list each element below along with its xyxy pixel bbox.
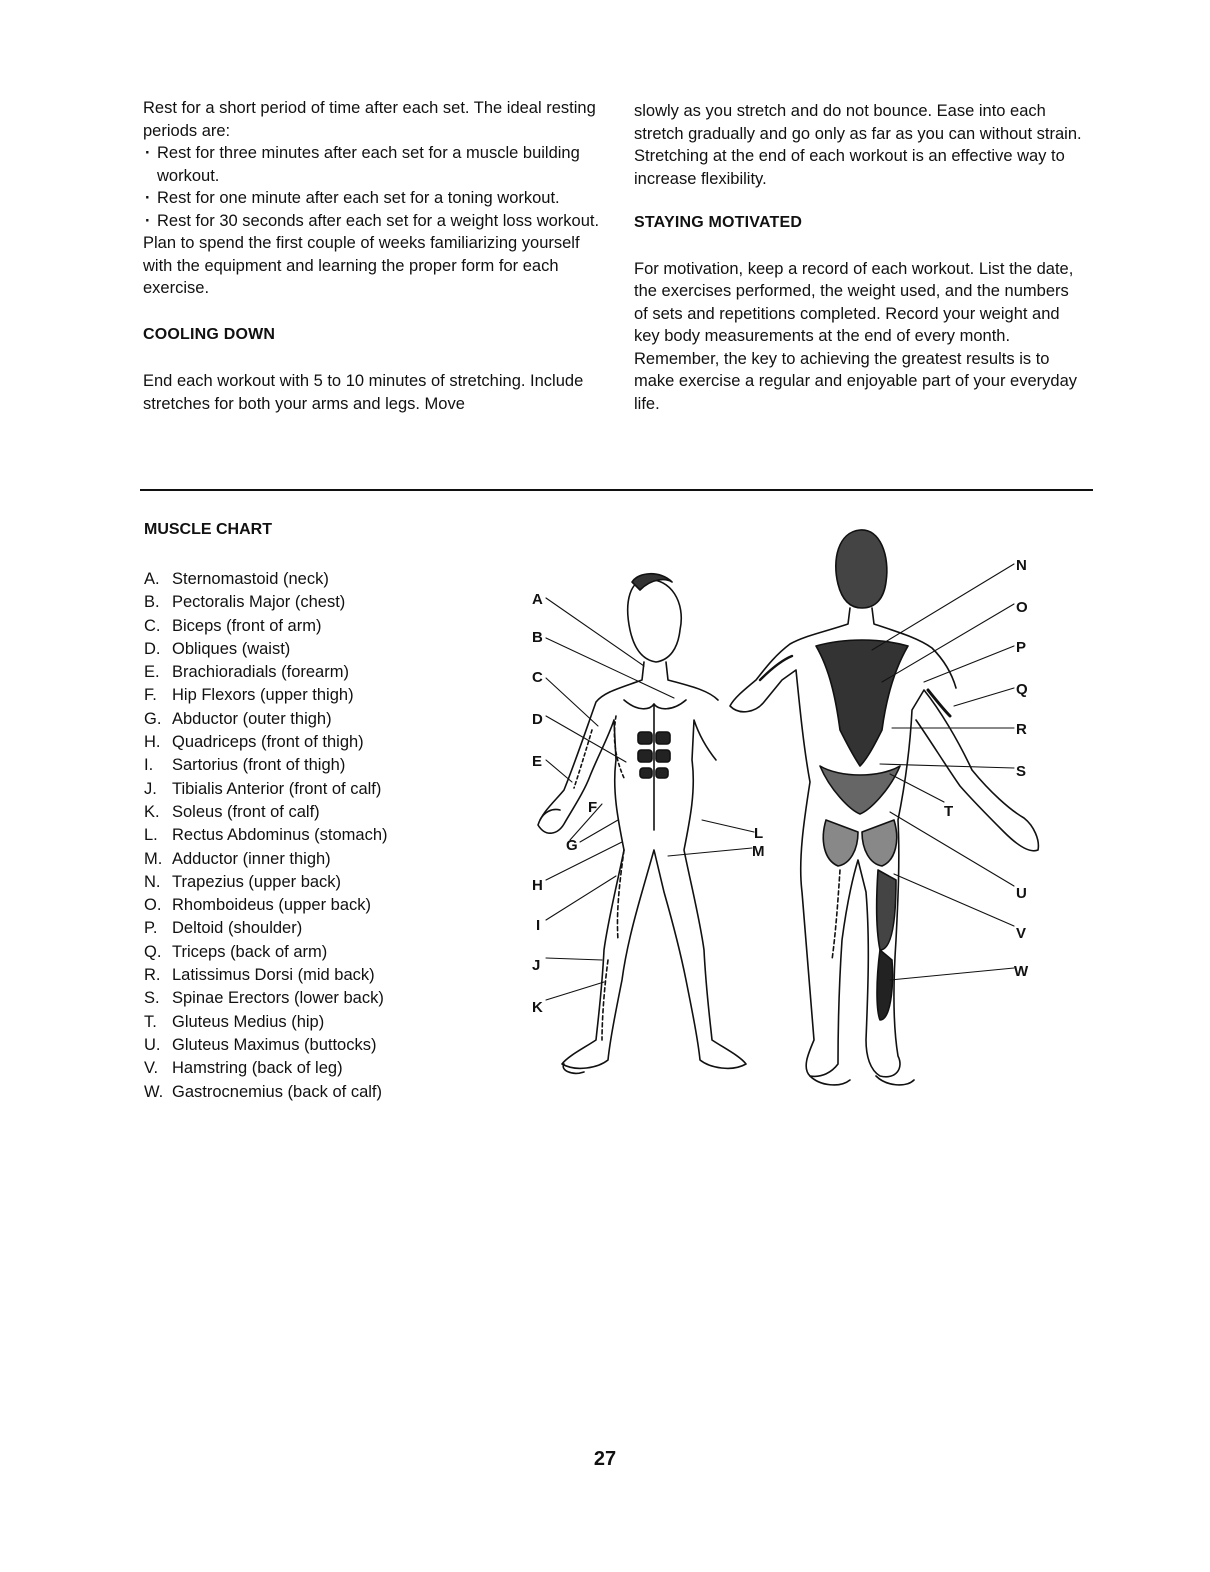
figure-label-u: U: [1016, 885, 1027, 902]
legend-item: [144, 987, 388, 1010]
legend-item: [144, 1034, 388, 1057]
legend-item: [144, 591, 388, 614]
legend-key: P.: [144, 919, 158, 938]
legend-item: [144, 1081, 388, 1104]
legend-key: G.: [144, 709, 162, 728]
muscle-chart-title: MUSCLE CHART: [144, 521, 272, 538]
figure-label-m: M: [752, 843, 765, 860]
legend-label: Abductor (outer thigh): [172, 709, 332, 728]
legend-key: R.: [144, 966, 161, 985]
legend-item: [144, 661, 388, 684]
figure-label-l: L: [754, 825, 764, 842]
legend-item: [144, 778, 388, 801]
figure-label-f: F: [588, 799, 598, 816]
legend-key: S.: [144, 989, 160, 1008]
figure-label-w: W: [1014, 963, 1029, 980]
legend-key: C.: [144, 616, 161, 635]
legend-item: [144, 638, 388, 661]
rest-bullet: · Rest for three minutes after each set for a muscle building workout.: [143, 142, 601, 187]
legend-key: Q.: [144, 942, 162, 961]
legend-key: W.: [144, 1082, 164, 1101]
legend-item: [144, 684, 388, 707]
legend-label: Pectoralis Major (chest): [172, 593, 346, 612]
motivation-paragraph: For motivation, keep a record of each workout. List the date, the exercises performed, the weight used, and the numbers of sets and repetitions completed. Record your weight and key body measurements at the end of every month. Remember, the key to achieving the greatest results is to make exercise a regular and enjoyable part of your everyday life.: [634, 259, 1077, 413]
figure-label-s: S: [1016, 763, 1027, 780]
figure-label-e: E: [532, 753, 543, 770]
muscle-legend: [144, 568, 388, 1104]
legend-label: Biceps (front of arm): [172, 616, 322, 635]
legend-item: [144, 731, 388, 754]
legend-label: Rhomboideus (upper back): [172, 896, 372, 915]
figure-label-i: I: [536, 917, 541, 934]
legend-label: Brachioradials (forearm): [172, 663, 349, 682]
figure-label-j: J: [532, 957, 541, 974]
figure-label-r: R: [1016, 721, 1027, 738]
legend-label: Sternomastoid (neck): [172, 570, 329, 588]
legend-label: Adductor (inner thigh): [172, 849, 331, 868]
figure-label-d: D: [532, 711, 543, 728]
legend-label: Latissimus Dorsi (mid back): [172, 966, 375, 985]
legend-key: H.: [144, 733, 161, 752]
rest-bullet: · Rest for 30 seconds after each set for a weight loss workout.: [143, 210, 601, 233]
legend-key: V.: [144, 1059, 159, 1078]
legend-label: Soleus (front of calf): [172, 802, 320, 821]
legend-key: L.: [144, 826, 158, 845]
legend-label: Quadriceps (front of thigh): [172, 733, 364, 752]
staying-motivated-heading: STAYING MOTIVATED: [634, 214, 803, 231]
figure-label-b: B: [532, 629, 543, 646]
legend-label: Spinae Erectors (lower back): [172, 989, 384, 1008]
legend-key: E.: [144, 663, 160, 682]
legend-key: N.: [144, 872, 161, 891]
left-column: [143, 97, 601, 415]
legend-item: [144, 964, 388, 987]
figure-label-q: Q: [1016, 681, 1028, 698]
legend-label: Triceps (back of arm): [172, 942, 328, 961]
figure-label-t: T: [944, 803, 954, 820]
figure-label-n: N: [1016, 557, 1027, 574]
legend-key: T.: [144, 1012, 157, 1031]
rest-bullet: · Rest for one minute after each set for a toning workout.: [143, 187, 601, 210]
section-divider: [140, 489, 1093, 491]
back-body-illustration: [730, 530, 1038, 1085]
page-number: 27: [593, 1448, 617, 1470]
figure-label-g: G: [566, 837, 578, 854]
legend-key: B.: [144, 593, 160, 612]
figure-label-o: O: [1016, 599, 1028, 616]
legend-key: A.: [144, 570, 160, 588]
legend-label: Deltoid (shoulder): [172, 919, 303, 938]
legend-label: Trapezius (upper back): [172, 872, 342, 891]
legend-label: Hamstring (back of leg): [172, 1059, 343, 1078]
legend-item: [144, 1011, 388, 1034]
figure-label-p: P: [1016, 639, 1027, 656]
figure-label-a: A: [532, 591, 543, 608]
legend-key: D.: [144, 639, 161, 658]
cooling-down-paragraph: End each workout with 5 to 10 minutes of stretching. Include stretches for both your arms and legs. Move: [143, 372, 584, 413]
rest-list: [143, 142, 601, 232]
legend-item: [144, 568, 388, 591]
legend-label: Obliques (waist): [172, 639, 291, 658]
figure-label-v: V: [1016, 925, 1027, 942]
legend-label: Rectus Abdominus (stomach): [172, 826, 388, 845]
legend-item: [144, 801, 388, 824]
legend-item: [144, 615, 388, 638]
stretching-continued-paragraph: slowly as you stretch and do not bounce. Ease into each stretch gradually and go only as far as you can without strain. Stretching at the end of each workout is an effective way to increase flexibility.: [634, 102, 1082, 188]
figure-label-k: K: [532, 999, 543, 1016]
legend-item: [144, 754, 388, 777]
legend-item: [144, 848, 388, 871]
legend-label: Hip Flexors (upper thigh): [172, 686, 354, 705]
legend-key: F.: [144, 686, 157, 705]
cooling-down-heading: COOLING DOWN: [143, 325, 276, 343]
legend-item: [144, 871, 388, 894]
rest-intro: Rest for a short period of time after each set. The ideal resting periods are:: [143, 99, 596, 140]
figure-label-h: H: [532, 877, 543, 894]
legend-key: M.: [144, 849, 163, 868]
legend-item: [144, 894, 388, 917]
plan-paragraph: Plan to spend the first couple of weeks familiarizing yourself with the equipment and learning the proper form for each exercise.: [143, 234, 580, 297]
legend-item: [144, 708, 388, 731]
legend-key: U.: [144, 1035, 161, 1054]
legend-key: I.: [144, 756, 154, 775]
legend-item: [144, 917, 388, 940]
right-column: [634, 100, 1084, 415]
legend-key: K.: [144, 802, 160, 821]
legend-item: [144, 941, 388, 964]
legend-label: Sartorius (front of thigh): [172, 756, 346, 775]
legend-label: Gastrocnemius (back of calf): [172, 1082, 382, 1101]
legend-key: J.: [144, 779, 157, 798]
legend-label: Tibialis Anterior (front of calf): [172, 779, 382, 798]
muscle-anatomy-figure: [520, 520, 1060, 1110]
figure-label-c: C: [532, 669, 543, 686]
legend-label: Gluteus Maximus (buttocks): [172, 1035, 377, 1054]
legend-item: [144, 1057, 388, 1080]
legend-key: O.: [144, 896, 162, 915]
legend-label: Gluteus Medius (hip): [172, 1012, 325, 1031]
legend-item: [144, 824, 388, 847]
